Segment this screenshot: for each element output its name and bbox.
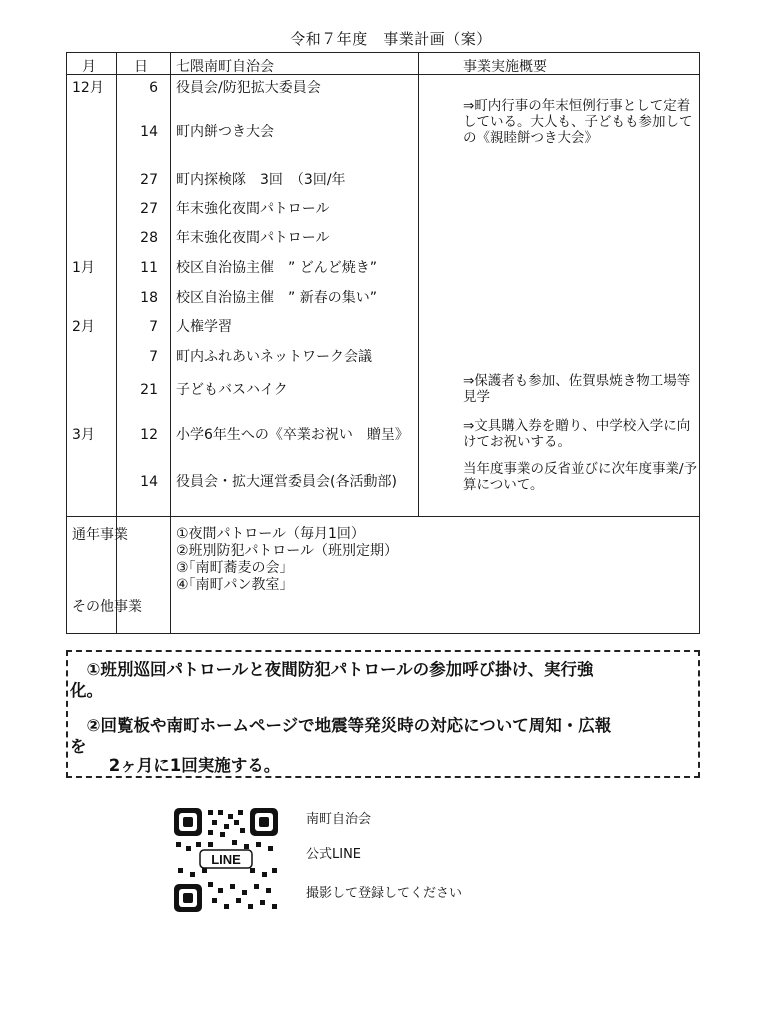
event-day: 7 [149,319,158,335]
header-month: 月 [82,59,96,75]
summary-note: 当年度事業の反省並びに次年度事業/予算について。 [463,461,698,493]
line-qr-code [172,806,280,914]
event-month: 12月 [72,80,104,96]
notice-line: 2ヶ月に1回実施する。 [70,756,281,775]
col-rule-month [116,52,117,634]
event-name: 役員会・拡大運営委員会(各活動部) [176,474,397,490]
notice-line: を [70,737,87,756]
event-day: 28 [140,230,158,246]
header-summary: 事業実施概要 [463,59,547,75]
event-day: 27 [140,201,158,217]
event-name: 町内探検隊 3回 （3回/年 [176,172,346,188]
event-day: 7 [149,349,158,365]
event-name: 年末強化夜間パトロール [176,230,330,246]
qr-line-badge [200,850,252,868]
page-title: 令和７年度 事業計画（案） [290,30,492,48]
year-round-item: ①夜間パトロール（毎月1回） [176,526,365,542]
notice-line: ②回覧板や南町ホームページで地震等発災時の対応について周知・広報 [70,716,612,735]
summary-note: ⇒町内行事の年末恒例行事として定着している。大人も、子どもも参加しての《親睦餅つき大会》 [463,98,693,146]
event-day: 27 [140,172,158,188]
year-round-item: ③｢南町蕎麦の会」 [176,560,294,576]
event-day: 14 [140,474,158,490]
event-name: 校区自治協主催 ” どんど焼き” [176,260,377,276]
other-label: その他事業 [72,599,142,615]
event-day: 6 [149,80,158,96]
event-name: 町内餅つき大会 [176,124,274,140]
line-org: 南町自治会 [306,812,372,827]
event-day: 11 [140,260,158,276]
event-name: 年末強化夜間パトロール [176,201,330,217]
qr-finder-top-right [250,808,278,836]
notice-line: 化。 [70,681,103,700]
event-day: 14 [140,124,158,140]
line-instruction: 撮影して登録してください [306,886,463,901]
qr-finder-top-left [174,808,202,836]
col-rule-summary [418,52,419,516]
event-name: 役員会/防犯拡大委員会 [176,80,321,96]
qr-finder-bottom-left [174,884,202,912]
summary-note: ⇒文具購入券を贈り、中学校入学に向けてお祝いする。 [463,418,691,450]
line-official: 公式LINE [306,847,362,862]
event-month: 2月 [72,319,95,335]
event-name: 小学6年生への《卒業お祝い 贈呈》 [176,427,409,443]
qr-label: LINE [211,852,241,867]
event-name: 町内ふれあいネットワーク会議 [176,349,372,365]
year-round-item: ②班別防犯パトロール（班別定期） [176,543,398,559]
event-name: 人権学習 [176,319,232,335]
year-round-item: ④｢南町パン教室」 [176,577,294,593]
event-month: 1月 [72,260,95,276]
event-day: 12 [140,427,158,443]
notice-line: ①班別巡回パトロールと夜間防犯パトロールの参加呼び掛け、実行強 [70,660,594,679]
year-round-label: 通年事業 [72,527,128,543]
event-day: 18 [140,290,158,306]
event-month: 3月 [72,427,95,443]
year-round-rule [66,516,700,517]
event-name: 子どもバスハイク [176,382,288,398]
event-name: 校区自治協主催 ” 新春の集い” [176,290,377,306]
header-org: 七隈南町自治会 [176,59,274,75]
header-rule [66,74,700,75]
header-day: 日 [134,59,148,75]
summary-note: ⇒保護者も参加、佐賀県焼き物工場等見学 [463,373,691,405]
event-day: 21 [140,382,158,398]
col-rule-day [170,52,171,634]
